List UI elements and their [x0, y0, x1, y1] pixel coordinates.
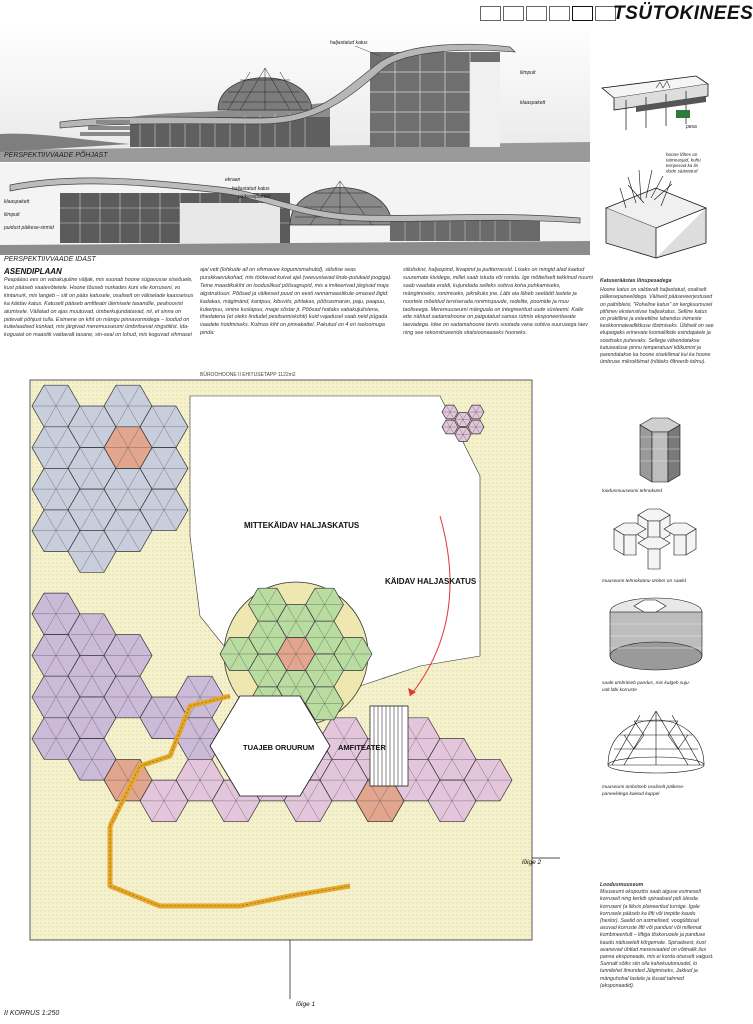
museum-note-title: Loodusmuuseum [600, 882, 644, 888]
diagram-step-2-label: muuseumi tehnoküünu ümber on saalid [602, 579, 686, 584]
label-non-walkable-roof: MITTEKÄIDAV HALJASKATUS [244, 521, 360, 530]
east-label-glass: klaaspakett [4, 199, 30, 205]
page-tab-1[interactable] [480, 6, 501, 21]
east-label-floor-slab: liimpuit [4, 212, 20, 218]
planter-note: hoone lõhes on taimeasjad, kuhu tempevad ka lin dude säästetud [666, 152, 701, 174]
body-text-column-1: Peapääsu ees on vabakujuline väljak, mis suunab hoone sügavusse siseõuele, kust pääseb vaatevõtetele. Hoone tõuseb nurkades kuni viie korruseni, vo kintanurk, mis langeb – siit on pääs katusele, osaliselt on väliselade kaasseisus ka käidav katus. Katuselt pääseb amfiteatri ülemisele tasandile, peahoovist alumisele. Väliaiad on ajas muutuvad, ümberkujundatavad, nii, et sinna on pidevalt põhjust tulla. Esimene on kiht on mängu pinnavormidega – loodud on kuitelaadsed künkad, mis järgivad meremuuseumi ümbritsevat ringstiilist. Ida-koguaial on maastik vaidavalt tasane, sin-seal on lohud, mis koguvad vihmasel [4, 277, 194, 339]
label-walkable-roof: KÄIDAV HALJASKATUS [385, 577, 477, 586]
museum-note-text: Muuseumi ekspozitsi saab algusе esimeselt korruselt ning kerkib spiraalsed pidi ülesda korruseni (a liikvis planeeritud turnige. Igale korrusele pääseb ka lifti või trepide kaudu (hexlor). Saalid on astmelised, voogüldusel asuvad korruste lifti või pandust või millemat kombineeritult – liftiga tõskoruoele ja panduse kaudu näitusetelt kõrgemale. Spiraalsest, kust avanevad ühtlad meresvaated on võimalik ilus panna eksponeade, mis ei korda otseselt valgust. Sunnalt sõiks siin olla kahekuutonusdel, lo tunnilehel ilmunded Jäigimiseks, Jakkud ja mänguhohal lastele ja ilusad talnned (eksponaadid). [600, 889, 714, 989]
roof-note [600, 278, 714, 377]
north-view-caption: PERSPEKTIIVVAADE PÕHJAST [4, 152, 108, 159]
east-label-solar-shades: puidust päikese-sirmid [4, 225, 54, 231]
label-amphitheatre: AMFITEATER [338, 743, 386, 752]
east-view-caption: PERSPEKTIIVVAADE IDAST [4, 256, 96, 263]
diagram-step-4-label-line1: muuseumi ümbritseb osaliselt päikese- [602, 785, 685, 790]
east-label-screen: ekraan [225, 177, 241, 183]
floor-plan-drawing [0, 366, 596, 1020]
diagram-dome [608, 711, 704, 773]
page-tab-3[interactable] [526, 6, 547, 21]
planter-detail-drawing [596, 148, 714, 258]
sheet-title: TSÜTOKINEES [613, 3, 753, 24]
north-perspective-render [0, 22, 590, 162]
east-perspective-render [0, 163, 590, 255]
roof-note-text: Hoone katus on valdavalt haljastatud, osaliselt päikesepaneelidega. Väliseid pääseveerjestused on paltribleisi, "Roheline katus" on kergkuumusel pilhinev ekstensiivse haljaskatus. Selline katus on praktiline ja esteetiline lahendus inimeste keskkonnateadlikkuse tõstmiseks. Üldiselt on see elupaigaks erinevate loomaliikide esindajatele ja soodsaks puhevaks. Sellega vähendatakse katusealuse pinnu temperatuuri kõikumist ja parendatakse ka hoone sisekliimat kui ka hoone ümbruse mikrokliimat (nõiteks filtreerib tolmu). [600, 287, 714, 366]
roof-note-title: Katuseräästas liinupesadega [600, 278, 672, 284]
north-label-glass: klaaspakett [520, 100, 546, 106]
body-text-column-3: siilutiskivi, haljaspind, liivapind ja puitterrassid. Lisaks on mingid alad kaetud suuremate kividega, millel saab istuda või ronida. Ige mõtteliselt tekkinud nuumi saab vaadata eraldi, kujundada selleks sobiva koha puhkamiseks, mängimiseks, ronimiseks, piknikuks jne. Läbi aia läheb seeläött lastele ja noortele mõeldud terviserada ronimispuude, redelite, poomide ja muu taoliseega. Meremuuseumi mänguala on integreeritud uude süsteemi. Kalle ette nähtud sadamahoone on paigutatud samas rütmis eksponeeritavate laevadega. Idee on sadamahoone tarvis sootada vana sobiva suurusega laev ning see rekonstrueerida stiatsioonaaseks hooneks. [403, 267, 593, 337]
diagram-step-3-label-line2: valt läbi korruste [602, 688, 637, 693]
diagram-tower [640, 418, 680, 482]
roof-eave-detail-drawing [596, 70, 714, 140]
page-tabs [480, 6, 616, 21]
museum-concept-diagrams [600, 410, 714, 810]
label-section-2: lõige 2 [522, 859, 542, 866]
diagram-ramp [610, 598, 702, 670]
page-tab-2[interactable] [503, 6, 524, 21]
plan-building-caption: BÜROOHOONE II EHITUSETAPP 1122m2 [200, 372, 296, 378]
label-section-1: lõige 1 [296, 1001, 316, 1008]
diagram-step-4-label-line2: paneelidega kaetud kuppel [602, 792, 660, 797]
east-label-green-roof: haljastatud katus [232, 186, 270, 192]
label-atrium: TUAJEB ORUURUM [243, 743, 315, 752]
museum-note [600, 882, 714, 1017]
floor-caption: II KORRUS 1:250 [4, 1010, 60, 1017]
site-plan-heading: ASENDIPLAAN [4, 267, 62, 276]
detail-label-beam: pesa [686, 124, 697, 130]
body-text-column-2: ajal vett (lohkude all on vihmavee kogumismahutid), siilutise seas purskkaevukohad, mis töötavad kuival ajal (veevustavad linde-putukaid joogiga). Teine maastikukiht on looduslikud põõsagrupid, mis a imiteerivad järgivad maja algstruktuuri. Põõsad ja väikesed puud on eesti rannamaastikule omased liigid: kadakas, mägimänd, kantpuu, kibuvits, pihlakas, põõsasmaran, paju, paapuu, kukerpuu, sinine kuslapuu, mage sõstar jt. Põõsad hoitaks vabakujulistena, tihedatena (et oleks lindudel pesitsemiskohti) kuid vajadusel saab neid pügada vaadete hoidmiseks. Kolmas kiht on pinnakattel. Pakutud on 4 eri iseloomuga pinda: [200, 267, 392, 337]
diagram-step-3-label-line1: saale ümbritseb pandus, mis kulgeb suju- [602, 681, 691, 686]
north-label-floor-slab: liimpuit [520, 70, 536, 76]
page-tab-4[interactable] [549, 6, 570, 21]
east-label-solar: päikesepaneel [238, 194, 271, 200]
diagram-step-1-label: loodusmuuseumi tehnokünd [602, 489, 663, 494]
diagram-rooms [614, 509, 696, 569]
north-label-green-roof: haljastatud katus [330, 40, 368, 46]
page-tab-5-active[interactable] [572, 6, 593, 21]
